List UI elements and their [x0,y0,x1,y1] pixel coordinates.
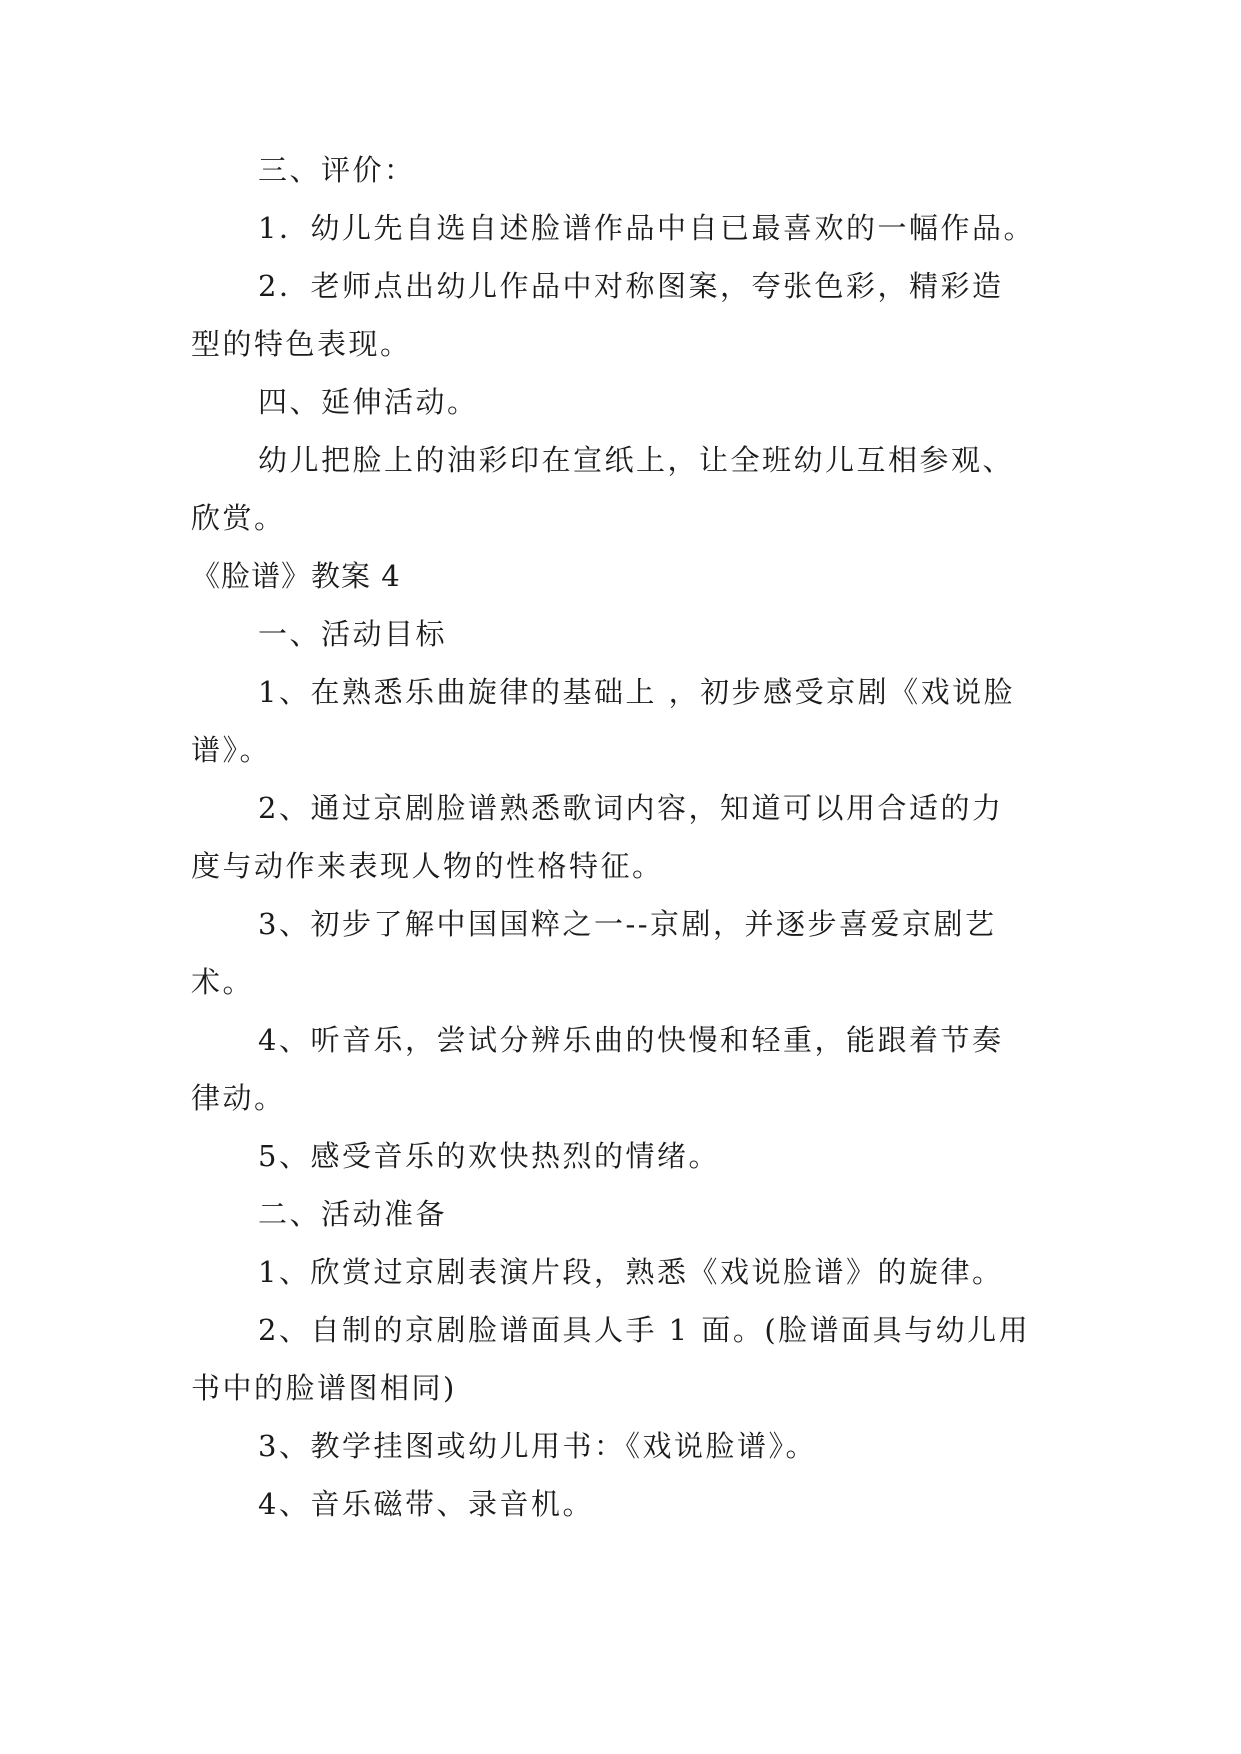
paragraph-line: 律动。 [191,1081,286,1115]
paragraph-line: 1．幼儿先自选自述脸谱作品中自已最喜欢的一幅作品。 [258,211,1035,245]
paragraph-line: 术。 [191,965,255,999]
paragraph-line: 1、在熟悉乐曲旋律的基础上 ，初步感受京剧《戏说脸 [258,675,1016,709]
paragraph-line: 5、感受音乐的欢快热烈的情绪。 [258,1139,720,1173]
paragraph-line: 2．老师点出幼儿作品中对称图案，夸张色彩，精彩造 [258,269,1004,303]
paragraph-line: 1、欣赏过京剧表演片段，熟悉《戏说脸谱》的旋律。 [258,1255,1004,1289]
section-heading-evaluation: 三、评价： [258,153,416,187]
paragraph-line: 欣赏。 [191,501,286,535]
paragraph-line: 幼儿把脸上的油彩印在宣纸上，让全班幼儿互相参观、 [258,443,1015,477]
paragraph-line: 度与动作来表现人物的性格特征。 [191,849,664,883]
document-title: 《脸谱》教案 4 [191,559,401,593]
section-heading-extension: 四、延伸活动。 [258,385,479,419]
section-heading-goals: 一、活动目标 [258,617,448,651]
paragraph-line: 型的特色表现。 [191,327,412,361]
paragraph-line: 4、音乐磁带、录音机。 [258,1487,594,1521]
paragraph-line: 3、教学挂图或幼儿用书：《戏说脸谱》。 [258,1429,817,1463]
paragraph-line: 3、初步了解中国国粹之一--京剧，并逐步喜爱京剧艺 [258,907,997,941]
paragraph-line: 2、自制的京剧脸谱面具人手 1 面。(脸谱面具与幼儿用 [258,1313,1031,1347]
paragraph-line: 书中的脸谱图相同) [191,1371,457,1405]
paragraph-line: 4、听音乐，尝试分辨乐曲的快慢和轻重，能跟着节奏 [258,1023,1004,1057]
paragraph-line: 谱》。 [191,733,272,767]
paragraph-line: 2、通过京剧脸谱熟悉歌词内容，知道可以用合适的力 [258,791,1004,825]
section-heading-preparation: 二、活动准备 [258,1197,448,1231]
